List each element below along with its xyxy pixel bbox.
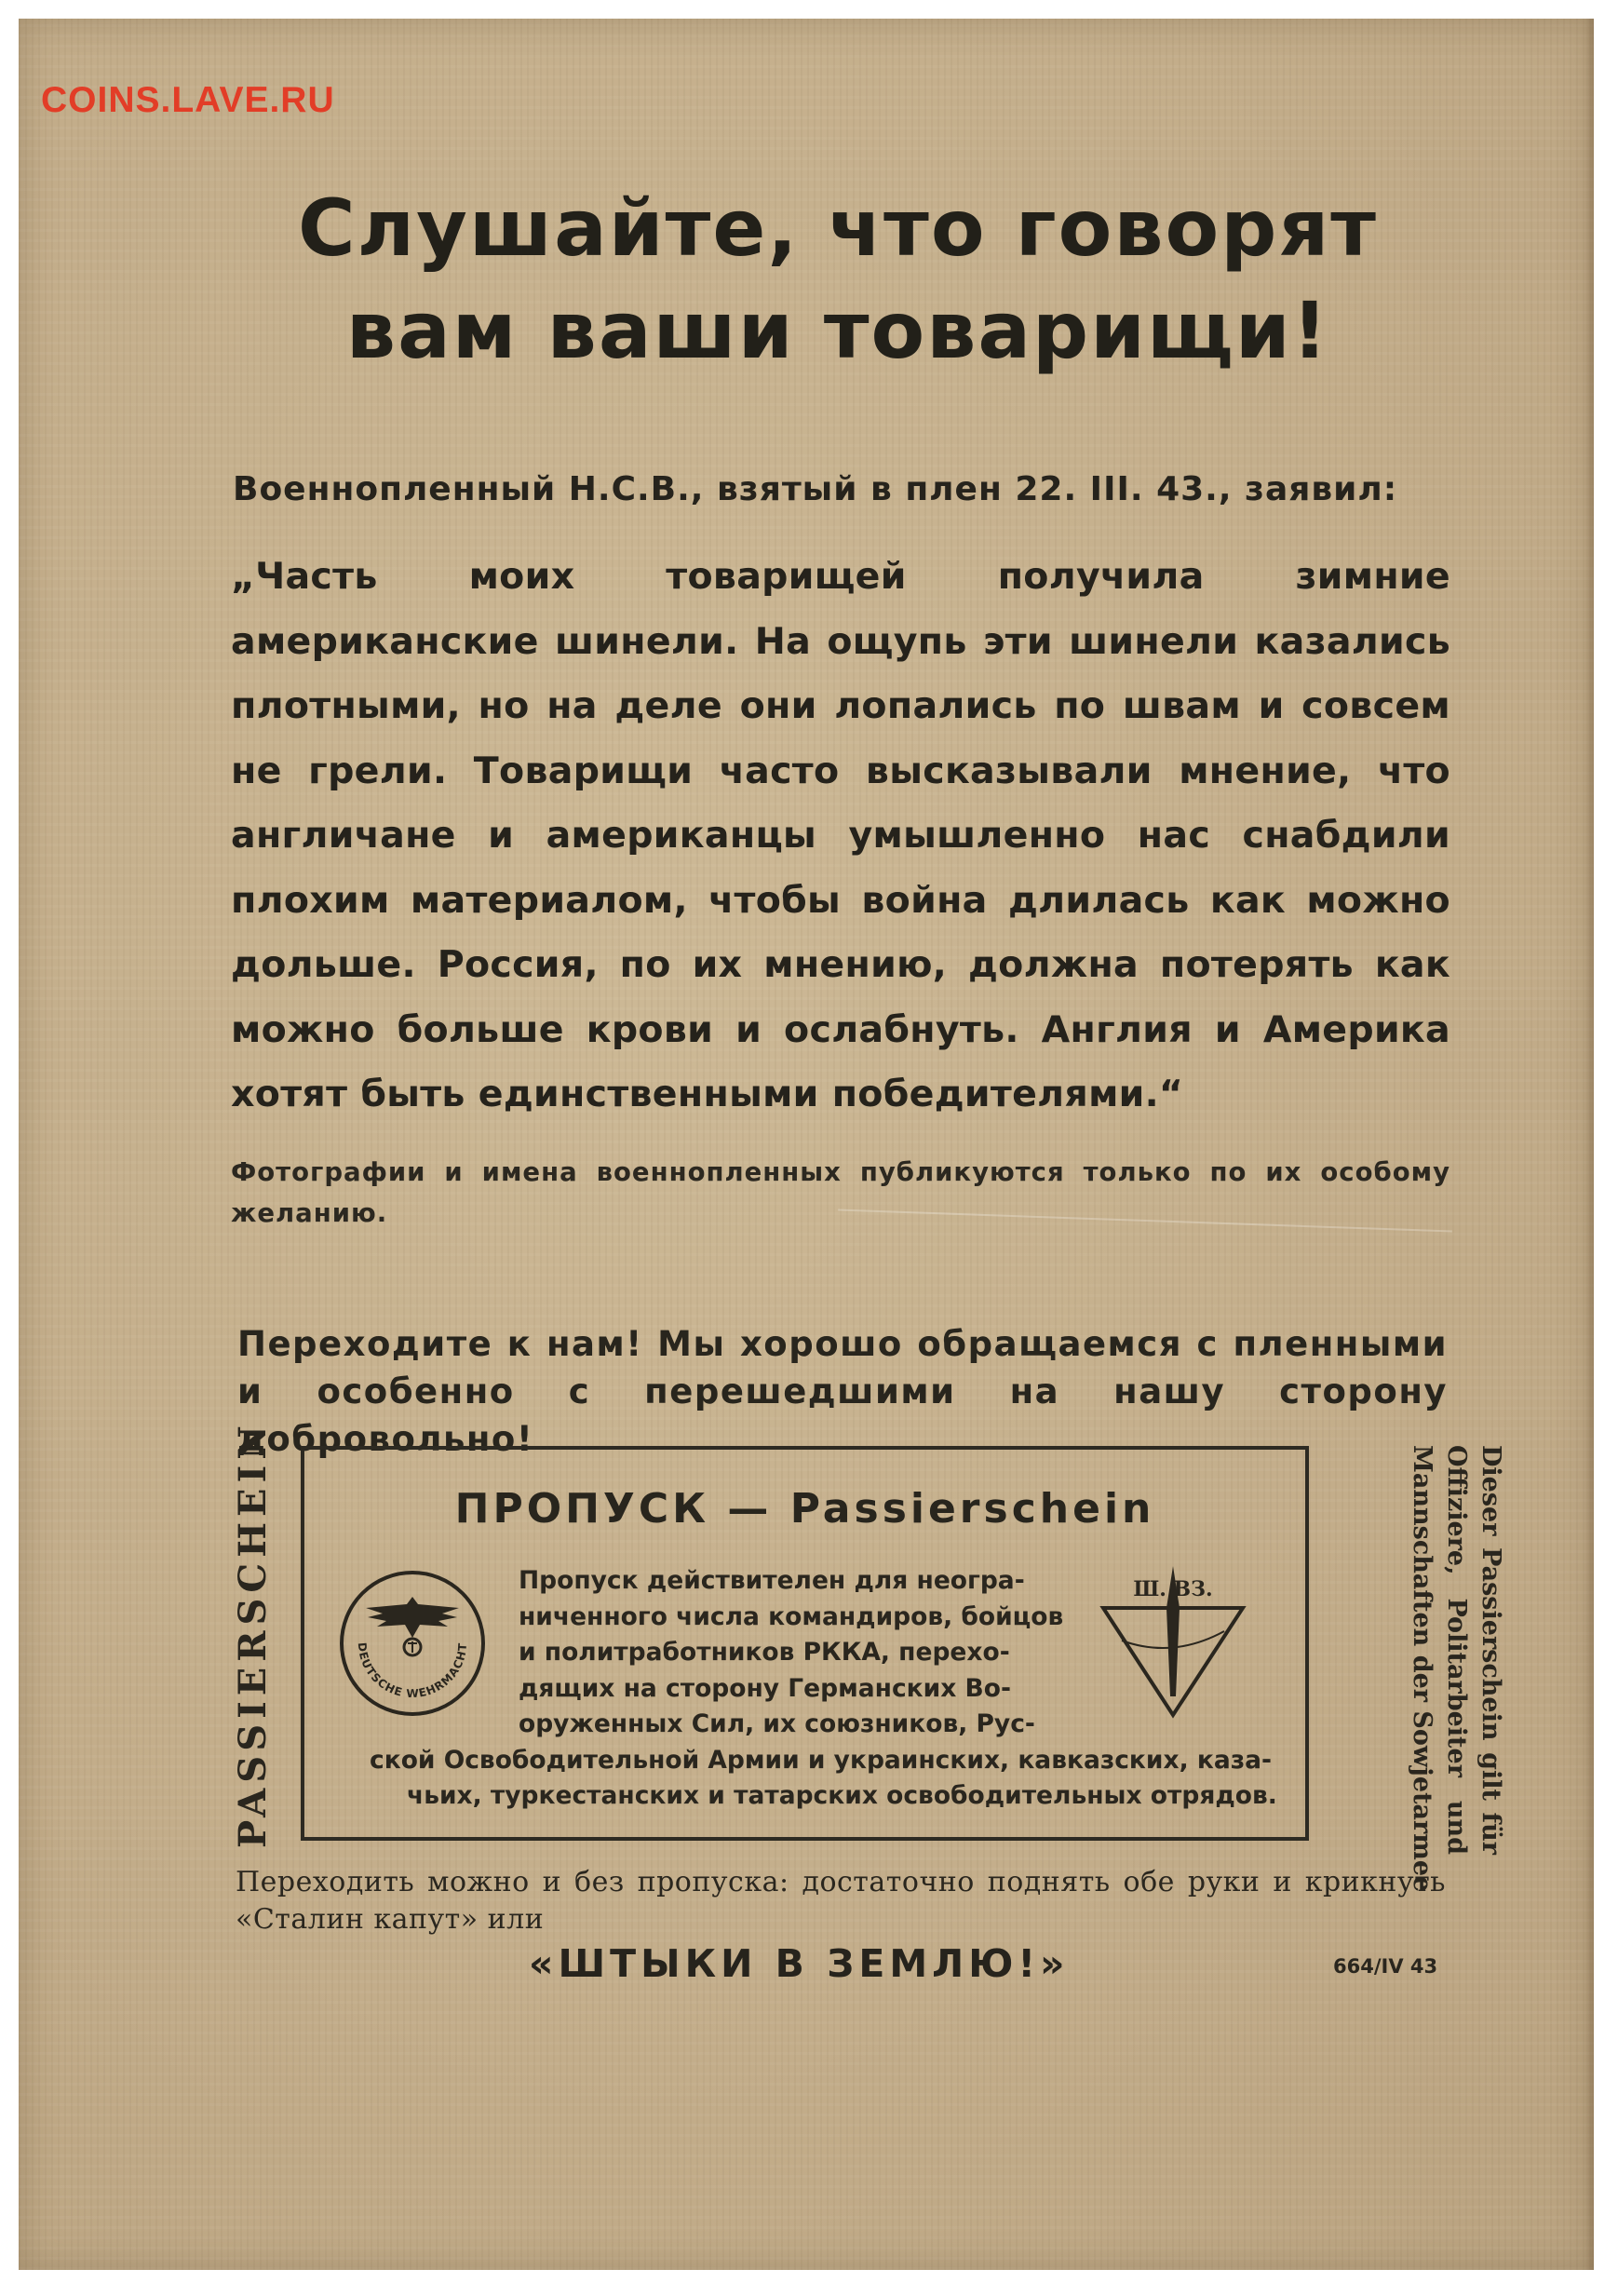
- pass-box: [301, 1446, 1309, 1841]
- german-note-line: Dieser Passierschein gilt für: [1476, 1445, 1505, 1855]
- german-note-line: Mannschaften der Sowjetarmee: [1408, 1445, 1436, 1893]
- pass-text-line: Пропуск действителен для неогра-: [519, 1566, 1025, 1595]
- pass-title: ПРОПУСК — Passierschein: [454, 1485, 1155, 1533]
- passierschein-vertical-label: PASSIERSCHEIN: [231, 1420, 275, 1848]
- intro-line: Военнопленный Н.С.В., взятый в плен 22. III. 43., заявил:: [233, 470, 1398, 508]
- pass-text-line: и политработников РККА, перехо-: [519, 1638, 1010, 1667]
- eagle-emblem-text: DEUTSCHE WEHRMACHT: [355, 1641, 470, 1701]
- privacy-note: Фотографии и имена военнопленных публикуются только по их особому желанию.: [231, 1157, 1450, 1228]
- headline-line-2: вам ваши товарищи!: [345, 285, 1330, 376]
- footer-text: Переходить можно и без пропуска: достаточно поднять обе руки и крикнуть «Сталин капут» или: [236, 1866, 1446, 1936]
- pass-text-line: чьих, туркестанских и татарских освободительных отрядов.: [407, 1781, 1277, 1810]
- german-note-line: Offiziere, Politarbeiter und: [1442, 1445, 1471, 1855]
- slogan: «ШТЫКИ В ЗЕМЛЮ!»: [529, 1941, 1070, 1986]
- appeal-text: Переходите к нам! Мы хорошо обращаемся с пленными и особенно с перешедшими на нашу сторону добровольно!: [237, 1324, 1448, 1459]
- leaflet-code: 664/IV 43: [1333, 1955, 1438, 1978]
- watermark: COINS.LAVE.RU: [41, 80, 335, 120]
- paper-edge-shadow: [1584, 19, 1594, 2270]
- roa-emblem-text: Ш. ВЗ.: [1133, 1577, 1213, 1601]
- pass-text-line: ниченного числа командиров, бойцов: [519, 1601, 1064, 1631]
- pass-text-line: дящих на сторону Германских Во-: [519, 1673, 1011, 1703]
- roa-emblem-icon: [1094, 1557, 1252, 1724]
- pass-text-line: ской Освободительной Армии и украинских, кавказских, каза-: [370, 1745, 1273, 1775]
- prisoner-quote: „Часть моих товарищей получила зимние американские шинели. На ощупь эти шинели казались плотными, но на деле они лопались по швам и совсем не грели. Товарищи часто высказывали мнение, что англичане и американцы умышленно нас снабдили плохим материалом, чтобы война длилась как можно дольше. Россия, по их мнению, должна потерять как можно больше крови и ослабнуть. Англия и Америка хотят быть единственными победителями.“: [231, 555, 1450, 1115]
- headline-line-1: Слушайте, что говорят: [297, 182, 1378, 274]
- pass-text-line: оруженных Сил, их союзников, Рус-: [519, 1709, 1035, 1738]
- headline: [196, 177, 1480, 382]
